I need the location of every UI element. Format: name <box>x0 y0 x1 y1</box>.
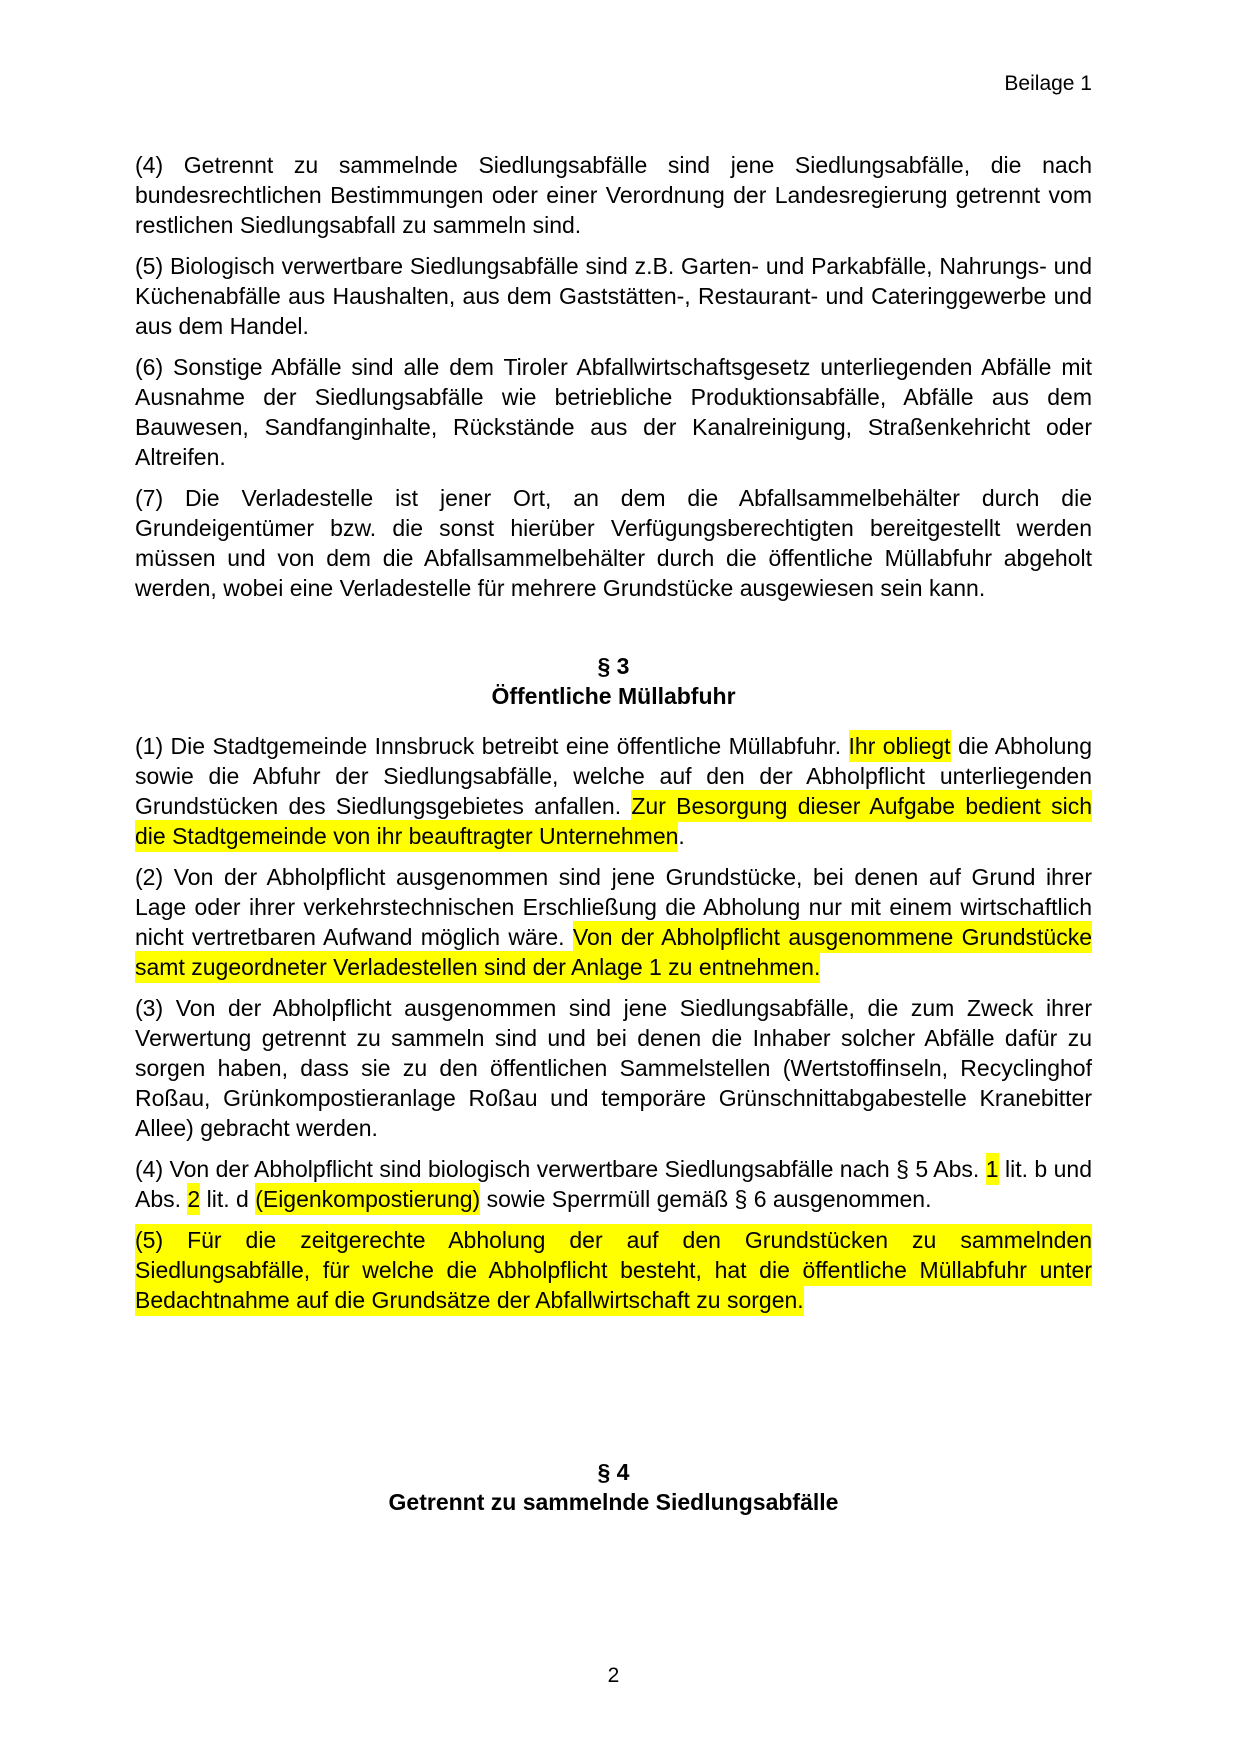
paragraph <box>135 483 1092 603</box>
paragraph <box>135 993 1092 1143</box>
text-run: (4) Von der Abholpflicht sind biologisch verwertbare Siedlungsabfälle nach § 5 Abs. <box>135 1156 986 1182</box>
section-heading-line: § 4 <box>597 1459 630 1485</box>
document-body <box>135 150 1092 1517</box>
text-run: (3) Von der Abholpflicht ausgenommen sind jene Siedlungsabfälle, die zum Zweck ihrer Verwertung getrennt zu sammeln sind und bei denen die Inhaber solcher Abfälle dafür zu sorgen haben, dass sie zu den öffentlichen Sammelstellen (Wertstoffinseln, Recyclinghof Roßau, Grünkompostieranlage Roßau und temporäre Grünschnittabgabestelle Kranebitter Allee) gebracht werden. <box>135 995 1092 1141</box>
text-run: . <box>678 823 685 849</box>
text-run: lit. d <box>200 1186 256 1212</box>
highlight: 2 <box>187 1183 200 1215</box>
text-run: sowie Sperrmüll gemäß § 6 ausgenommen. <box>480 1186 932 1212</box>
annex-label: Beilage 1 <box>1004 72 1092 95</box>
text-run: (6) Sonstige Abfälle sind alle dem Tiroler Abfallwirtschaftsgesetz unterliegenden Abfälle mit Ausnahme der Siedlungsabfälle wie betriebliche Produktionsabfälle, Abfälle aus dem Bauwesen, Sandfanginhalte, Rückstände aus der Kanalreinigung, Straßenkehricht oder Altreifen. <box>135 354 1092 470</box>
text-run: (5) Biologisch verwertbare Siedlungsabfälle sind z.B. Garten- und Parkabfälle, Nahrungs- und Küchenabfälle aus Haushalten, aus dem Gaststätten-, Restaurant- und Cateringgewerbe und aus dem Handel. <box>135 253 1092 339</box>
section-heading <box>135 651 1092 711</box>
highlight: (5) Für die zeitgerechte Abholung der auf den Grundstücken zu sammelnden Siedlungsabfälle, für welche die Abholpflicht besteht, hat die öffentliche Müllabfuhr unter Bedachtnahme auf die Grundsätze der Abfallwirtschaft zu sorgen. <box>135 1224 1092 1316</box>
text-run: die Abholung sowie die Abfuhr der Siedlungsabfälle, welche auf den der Abholpflicht unterliegenden Grundstücken des Siedlungsgebietes anfallen. <box>135 733 1092 819</box>
text-run: (1) Die Stadtgemeinde Innsbruck betreibt eine öffentliche Müllabfuhr. <box>135 733 849 759</box>
highlight: 1 <box>986 1153 999 1185</box>
text-run: (2) Von der Abholpflicht ausgenommen sind jene Grundstücke, bei denen auf Grund ihrer Lage oder ihrer verkehrstechnischen Erschließung die Abholung nur mit einem wirtschaftlich nicht vertretbaren Aufwand möglich wäre. <box>135 864 1092 950</box>
paragraph <box>135 150 1092 240</box>
text-run: (4) Getrennt zu sammelnde Siedlungsabfälle sind jene Siedlungsabfälle, die nach bundesrechtlichen Bestimmungen oder einer Verordnung der Landesregierung getrennt vom restlichen Siedlungsabfall zu sammeln sind. <box>135 152 1092 238</box>
highlight: Von der Abholpflicht ausgenommene Grundstücke samt zugeordneter Verladestellen sind der Anlage 1 zu entnehmen. <box>135 921 1092 983</box>
highlight: (Eigenkompostierung) <box>255 1183 480 1215</box>
section-heading <box>135 1457 1092 1517</box>
page-footer <box>135 1664 1092 1688</box>
text-run: (7) Die Verladestelle ist jener Ort, an dem die Abfallsammelbehälter durch die Grundeigentümer bzw. die sonst hierüber Verfügungsberechtigten bereitgestellt werden müssen und von dem die Abfallsammelbehälter durch die öffentliche Müllabfuhr abgeholt werden, wobei eine Verladestelle für mehrere Grundstücke ausgewiesen sein kann. <box>135 485 1092 601</box>
page-header <box>135 72 1092 96</box>
paragraph <box>135 1154 1092 1214</box>
paragraph <box>135 731 1092 851</box>
paragraph <box>135 352 1092 472</box>
text-run: lit. b und Abs. <box>135 1156 1093 1212</box>
section-heading-line: § 3 <box>597 653 630 679</box>
section-heading-line: Öffentliche Müllabfuhr <box>491 683 736 709</box>
paragraph <box>135 1225 1092 1315</box>
highlight: Ihr obliegt <box>849 730 951 762</box>
highlight: Zur Besorgung dieser Aufgabe bedient sich die Stadtgemeinde von ihr beauftragter Unternehmen <box>135 790 1092 852</box>
paragraph <box>135 251 1092 341</box>
page-number: 2 <box>607 1664 620 1687</box>
paragraph <box>135 862 1092 982</box>
section-heading-line: Getrennt zu sammelnde Siedlungsabfälle <box>388 1489 839 1515</box>
